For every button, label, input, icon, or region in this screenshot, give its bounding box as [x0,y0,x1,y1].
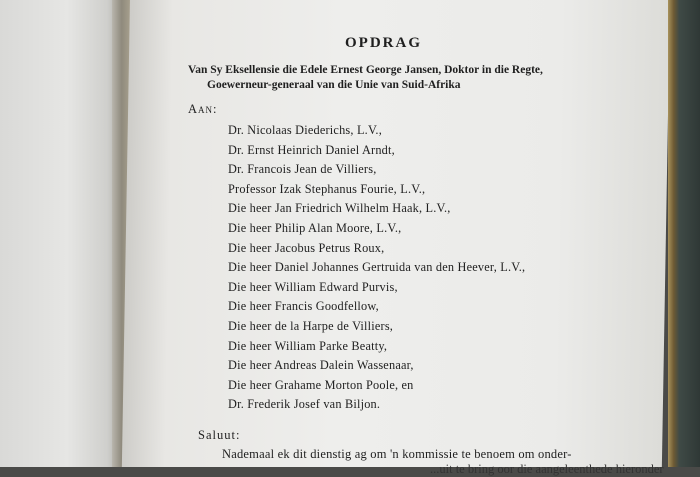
list-item: Die heer Andreas Dalein Wassenaar, [228,358,414,373]
left-page [0,0,122,467]
address-label: Aan: [188,102,218,116]
paragraph-line-1: Nademaal ek dit dienstig ag om 'n kommissie te benoem om onder- [222,447,572,461]
list-item: Die heer Francis Goodfellow, [228,299,379,314]
list-item: Die heer Daniel Johannes Gertruida van den Heever, L.V., [228,260,526,275]
appointee-list [228,121,525,415]
subtitle-line-1: Van Sy Eksellensie die Edele Ernest George Jansen, Doktor in die Regte, [188,64,543,76]
subtitle-line-2: Goewerneur-generaal van die Unie van Suid-Afrika [207,79,461,91]
list-item: Die heer Jan Friedrich Wilhelm Haak, L.V., [228,201,451,216]
document-title: OPDRAG [345,35,422,51]
list-item: Die heer Jacobus Petrus Roux, [228,240,385,255]
list-item: Dr. Frederik Josef van Biljon. [228,397,381,412]
list-item: Die heer de la Harpe de Villiers, [228,318,394,333]
list-item: Die heer William Edward Purvis, [228,279,398,294]
page-text [130,0,690,476]
list-item: Die heer Grahame Morton Poole, en [228,377,414,392]
list-item: Die heer Philip Alan Moore, L.V., [228,220,402,235]
list-item: Dr. Nicolaas Diederichs, L.V., [228,123,382,137]
paragraph-line-2: ...uit te bring oor die aangeleenthede hieronder [430,462,664,476]
greeting: Saluut: [198,428,241,442]
list-item: Dr. Ernst Heinrich Daniel Arndt, [228,142,395,157]
list-item: Dr. Francois Jean de Villiers, [228,162,377,177]
list-item: Professor Izak Stephanus Fourie, L.V., [228,181,426,196]
list-item: Die heer William Parke Beatty, [228,338,388,353]
